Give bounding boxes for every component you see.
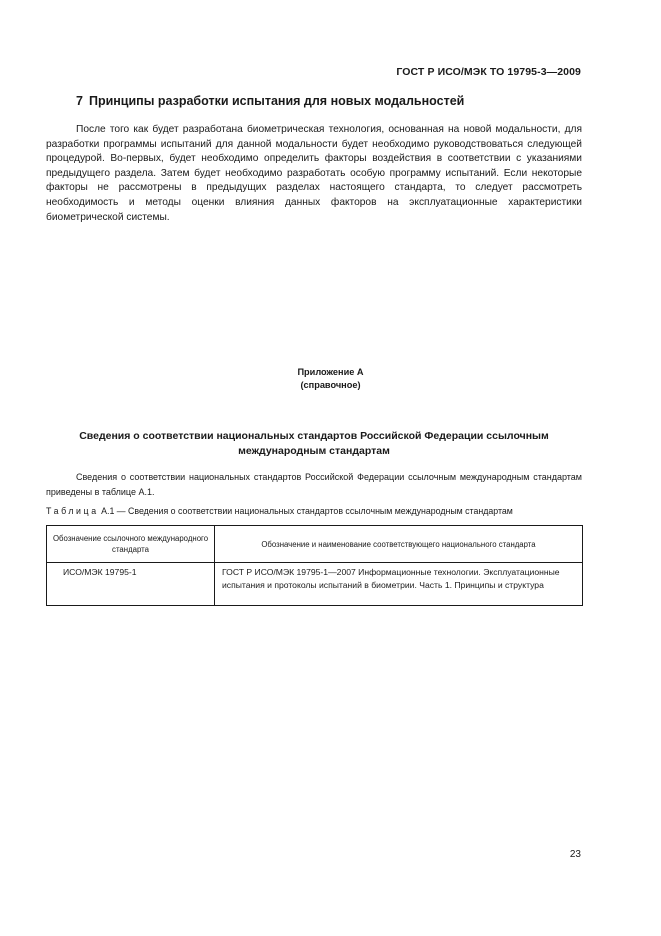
- table-cell-reference: ИСО/МЭК 19795-1: [47, 563, 215, 606]
- document-code-header: ГОСТ Р ИСО/МЭК ТО 19795-3—2009: [396, 66, 581, 78]
- annex-intro-paragraph: Сведения о соответствии национальных стандартов Российской Федерации ссылочным международным стандартам приведены в таблице А.1.: [46, 472, 582, 497]
- table-caption-text: А.1 — Сведения о соответствии национальных стандартов ссылочным международным стандартам: [101, 506, 513, 516]
- section-7-heading: [76, 94, 464, 108]
- annex-title: Сведения о соответствии национальных стандартов Российской Федерации ссылочным международным стандартам: [79, 430, 549, 457]
- section-7-paragraph: После того как будет разработана биометрическая технология, основанная на новой модальности, для разработки программы испытаний для данной модальности будет необходимо руководствоваться следующей процедурой. Во-первых, будет необходимо определить факторы воздействия в соответствии с указаниями предыдущего раздела. Затем будет необходимо разработать особую программу испытаний. Если некоторые факторы не рассмотрены в предыдущих разделах настоящего стандарта, то следует рассмотреть необходимость и методы оценки влияния данных факторов на эксплуатационные характеристики биометрической системы.: [46, 124, 582, 223]
- table-header-national: Обозначение и наименование соответствующего национального стандарта: [215, 526, 583, 563]
- annex-heading: [0, 366, 661, 392]
- table-cell-national: ГОСТ Р ИСО/МЭК 19795-1—2007 Информационные технологии. Эксплуатационные испытания и протоколы испытаний в биометрии. Часть 1. Принципы и структура: [215, 563, 583, 606]
- table-row: [47, 563, 583, 606]
- section-title-text: Принципы разработки испытания для новых модальностей: [88, 94, 465, 108]
- annex-type: (справочное): [300, 380, 361, 390]
- page-number: 23: [569, 849, 581, 860]
- table-caption: [46, 506, 586, 516]
- section-number: 7: [76, 94, 83, 108]
- table-header-row: [47, 526, 583, 563]
- correspondence-table: [46, 525, 583, 606]
- table-caption-label: Таблица: [46, 506, 99, 516]
- annex-label: Приложение А: [297, 367, 364, 377]
- table-header-reference: Обозначение ссылочного международного стандарта: [47, 526, 215, 563]
